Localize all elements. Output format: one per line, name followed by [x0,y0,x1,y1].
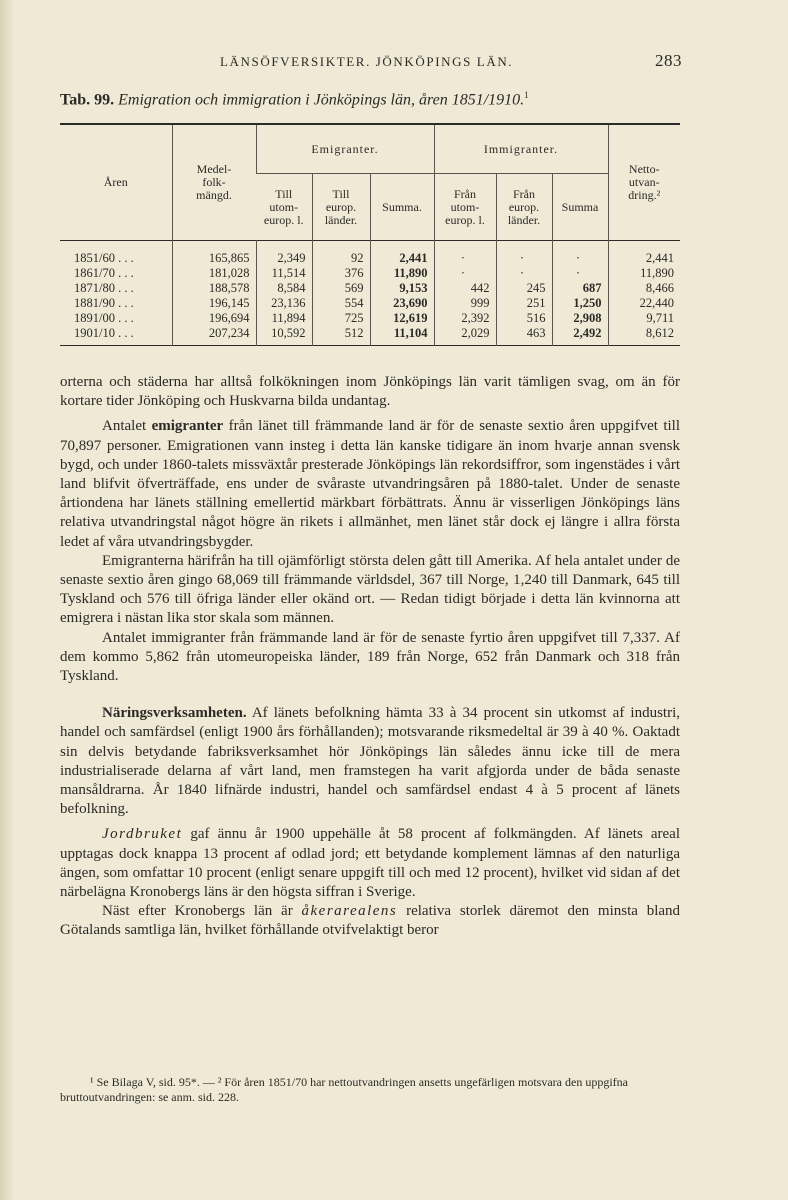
header-emigrants: Emigranter. [256,124,434,174]
cell-years: 1871/80 . . . [74,281,134,295]
paragraph-text: gaf ännu år 1900 uppehälle åt 58 procent af folkmängden. Af länets areal upptagas dock knappa 13 procent af odlad jord; ett betydande komplement lämnas af den naturliga ängen, som omfattar 10 procent (enligt senare uppgift till och med 12 procent), hvilket vid sidan af det närbelägna Kronobergs läns är den högsta siffran i Sverige. [60,826,680,901]
cell-net: 8,612 [608,326,680,346]
cell-population: 207,234 [172,326,256,346]
cell-from-non-europe: 999 [434,296,496,311]
cell-to-non-europe: 23,136 [256,296,312,311]
cell-from-europe: · [496,241,552,267]
cell-years: 1891/00 . . . [74,311,134,325]
paragraph: Antalet immigranter från främmande land är för de senaste fyrtio åren uppgifvet till 7,337. Af dem kommo 5,862 från utomeuropeiska länder, 189 från Norge, 652 från Danmark och 318 från Tyskland. [60,629,680,685]
cell-sum-immigrants: 687 [552,281,608,296]
cell-from-non-europe: 442 [434,281,496,296]
cell-net: 11,890 [608,266,680,281]
cell-to-non-europe: 10,592 [256,326,312,346]
cell-sum-immigrants: 2,492 [552,326,608,346]
paragraph-text: Antalet [102,418,147,435]
cell-population: 165,865 [172,241,256,267]
cell-population: 196,694 [172,311,256,326]
table-caption [60,90,690,109]
paragraph-text: Näst efter Kronobergs län är [102,903,293,920]
cell-population: 188,578 [172,281,256,296]
running-head-title: LÄNSÖFVERSIKTER. JÖNKÖPINGS LÄN. [220,54,514,69]
cell-to-non-europe: 2,349 [256,241,312,267]
cell-to-europe: 376 [312,266,370,281]
footnotes [60,1075,680,1105]
cell-sum-emigrants: 11,890 [370,266,434,281]
cell-sum-immigrants: · [552,266,608,281]
cell-sum-emigrants: 23,690 [370,296,434,311]
header-immigrants: Immigranter. [434,124,608,174]
cell-sum-emigrants: 11,104 [370,326,434,346]
cell-to-non-europe: 8,584 [256,281,312,296]
header-to-non-europe: Till utom- europ. l. [263,186,304,227]
cell-from-europe: 245 [496,281,552,296]
cell-sum-emigrants: 9,153 [370,281,434,296]
header-years: Åren [103,175,128,189]
keyword-jordbruket: Jordbruket [102,826,183,843]
paragraph [60,825,680,902]
paragraph [60,417,680,551]
cell-population: 196,145 [172,296,256,311]
cell-years: 1881/90 . . . [74,296,134,310]
cell-net: 22,440 [608,296,680,311]
cell-years: 1861/70 . . . [74,266,134,280]
paragraph-text: relativa storlek däremot den minsta bland Götalands samtliga län, hvilket förhållande otvifvelaktigt beror [60,903,681,939]
table-row [60,241,680,267]
header-sum-immigrants: Summa [552,174,608,241]
cell-population: 181,028 [172,266,256,281]
cell-from-non-europe: · [434,266,496,281]
page-number: 283 [655,51,682,70]
cell-net: 9,711 [608,311,680,326]
paragraph-text: Af länets befolkning hämta 33 à 34 procent sin utkomst af industri, handel och samfärdsel (enligt 1900 års förhållanden); motsvarande riksmedeltal är 39 à 40 %. Oaktadt sin delvis betydande fabriksverksamhet hör Jönköpings län således ännu icke till de mera industrialiserade delarna af vårt land, men framstegen ha varit afgjorda under de båda senaste mansåldrarna. År 1840 lifnärde industri, handel och samfärdsel endast 4 à 5 procent af länets befolkning. [60,705,680,818]
cell-net: 8,466 [608,281,680,296]
cell-to-europe: 569 [312,281,370,296]
paragraph [60,704,680,819]
cell-from-non-europe: 2,029 [434,326,496,346]
cell-from-europe: · [496,266,552,281]
cell-from-non-europe: 2,392 [434,311,496,326]
header-population: Medel- folk- mängd. [172,124,256,241]
page-edge-shadow [0,0,14,1200]
cell-years: 1901/10 . . . [74,326,134,340]
cell-sum-immigrants: 1,250 [552,296,608,311]
cell-sum-emigrants: 2,441 [370,241,434,267]
footnote: ¹ Se Bilaga V, sid. 95*. — ² För åren 1851/70 har nettoutvandringen ansetts ungefärligen motsvara den uppgifna bruttoutvandringen: se anm. sid. 228. [60,1075,628,1104]
table-row [60,296,680,311]
table-row [60,311,680,326]
header-from-europe: Från europ. länder. [496,174,552,241]
cell-sum-immigrants: 2,908 [552,311,608,326]
table-label: Tab. 99. [60,91,115,109]
table-title-note: 1 [524,90,529,100]
table-row [60,326,680,346]
cell-from-europe: 516 [496,311,552,326]
cell-sum-emigrants: 12,619 [370,311,434,326]
table-row [60,266,680,281]
paragraph [60,902,680,940]
paragraph-text: från länet till främmande land är för de senaste sextio åren uppgifvet till 70,897 personer. Emigrationen vann insteg i detta län kanske tidigare än inom hvarje annan svensk bygd, och under 1860-talets missväxtår presterade Jönköpings län rekordsiffror, som ingenstädes i vårt land blifvit öfverträffade, ens under de svåraste utvandringsåren på 1880-talet. Under de senaste årtiondena har länets ställning emellertid märkbart förbättrats. Ännu är visserligen Jönköpings läns relativa utvandringstal något högre än rikets i allmänhet, men länet står dock ej längre i allra första ledet af våra utvandringsbygder. [60,418,680,550]
body-text [60,373,680,941]
cell-from-europe: 251 [496,296,552,311]
cell-to-europe: 92 [312,241,370,267]
cell-to-europe: 512 [312,326,370,346]
table-title: Emigration och immigration i Jönköpings län, åren 1851/1910. [118,91,525,109]
cell-from-non-europe: · [434,241,496,267]
cell-years: 1851/60 . . . [74,251,134,265]
paragraph: orterna och städerna har alltså folkökningen inom Jönköpings län varit tämligen svag, om än för kortare tider Jönköping och Huskvarna bilda undantag. [60,374,680,410]
header-from-non-europe: Från utom- europ. l. [434,174,496,241]
header-to-europe: Till europ. länder. [312,174,370,241]
header-sum-emigrants: Summa. [370,174,434,241]
header-net: Netto- utvan- dring.² [608,124,680,241]
cell-from-europe: 463 [496,326,552,346]
cell-to-non-europe: 11,514 [256,266,312,281]
cell-sum-immigrants: · [552,241,608,267]
emigration-table [60,123,680,346]
paragraph: Emigranterna härifrån ha till ojämförligt största delen gått till Amerika. Af hela antalet under de senaste sextio åren gingo 68,069 till främmande världsdel, 367 till Norge, 1,240 till Danmark, 645 till Tyskland och 576 till öfriga länder eller okänd ort. — Redan tidigt började i detta län kvinnorna att emigrera i nästan lika stor skala som männen. [60,552,680,627]
cell-to-europe: 554 [312,296,370,311]
table-row [60,281,680,296]
keyword-emigranter: emigranter [151,418,224,435]
cell-net: 2,441 [608,241,680,267]
cell-to-europe: 725 [312,311,370,326]
keyword-akerarealens: åkerarealens [301,903,398,920]
cell-to-non-europe: 11,894 [256,311,312,326]
section-heading: Näringsverksamheten. [102,705,247,722]
